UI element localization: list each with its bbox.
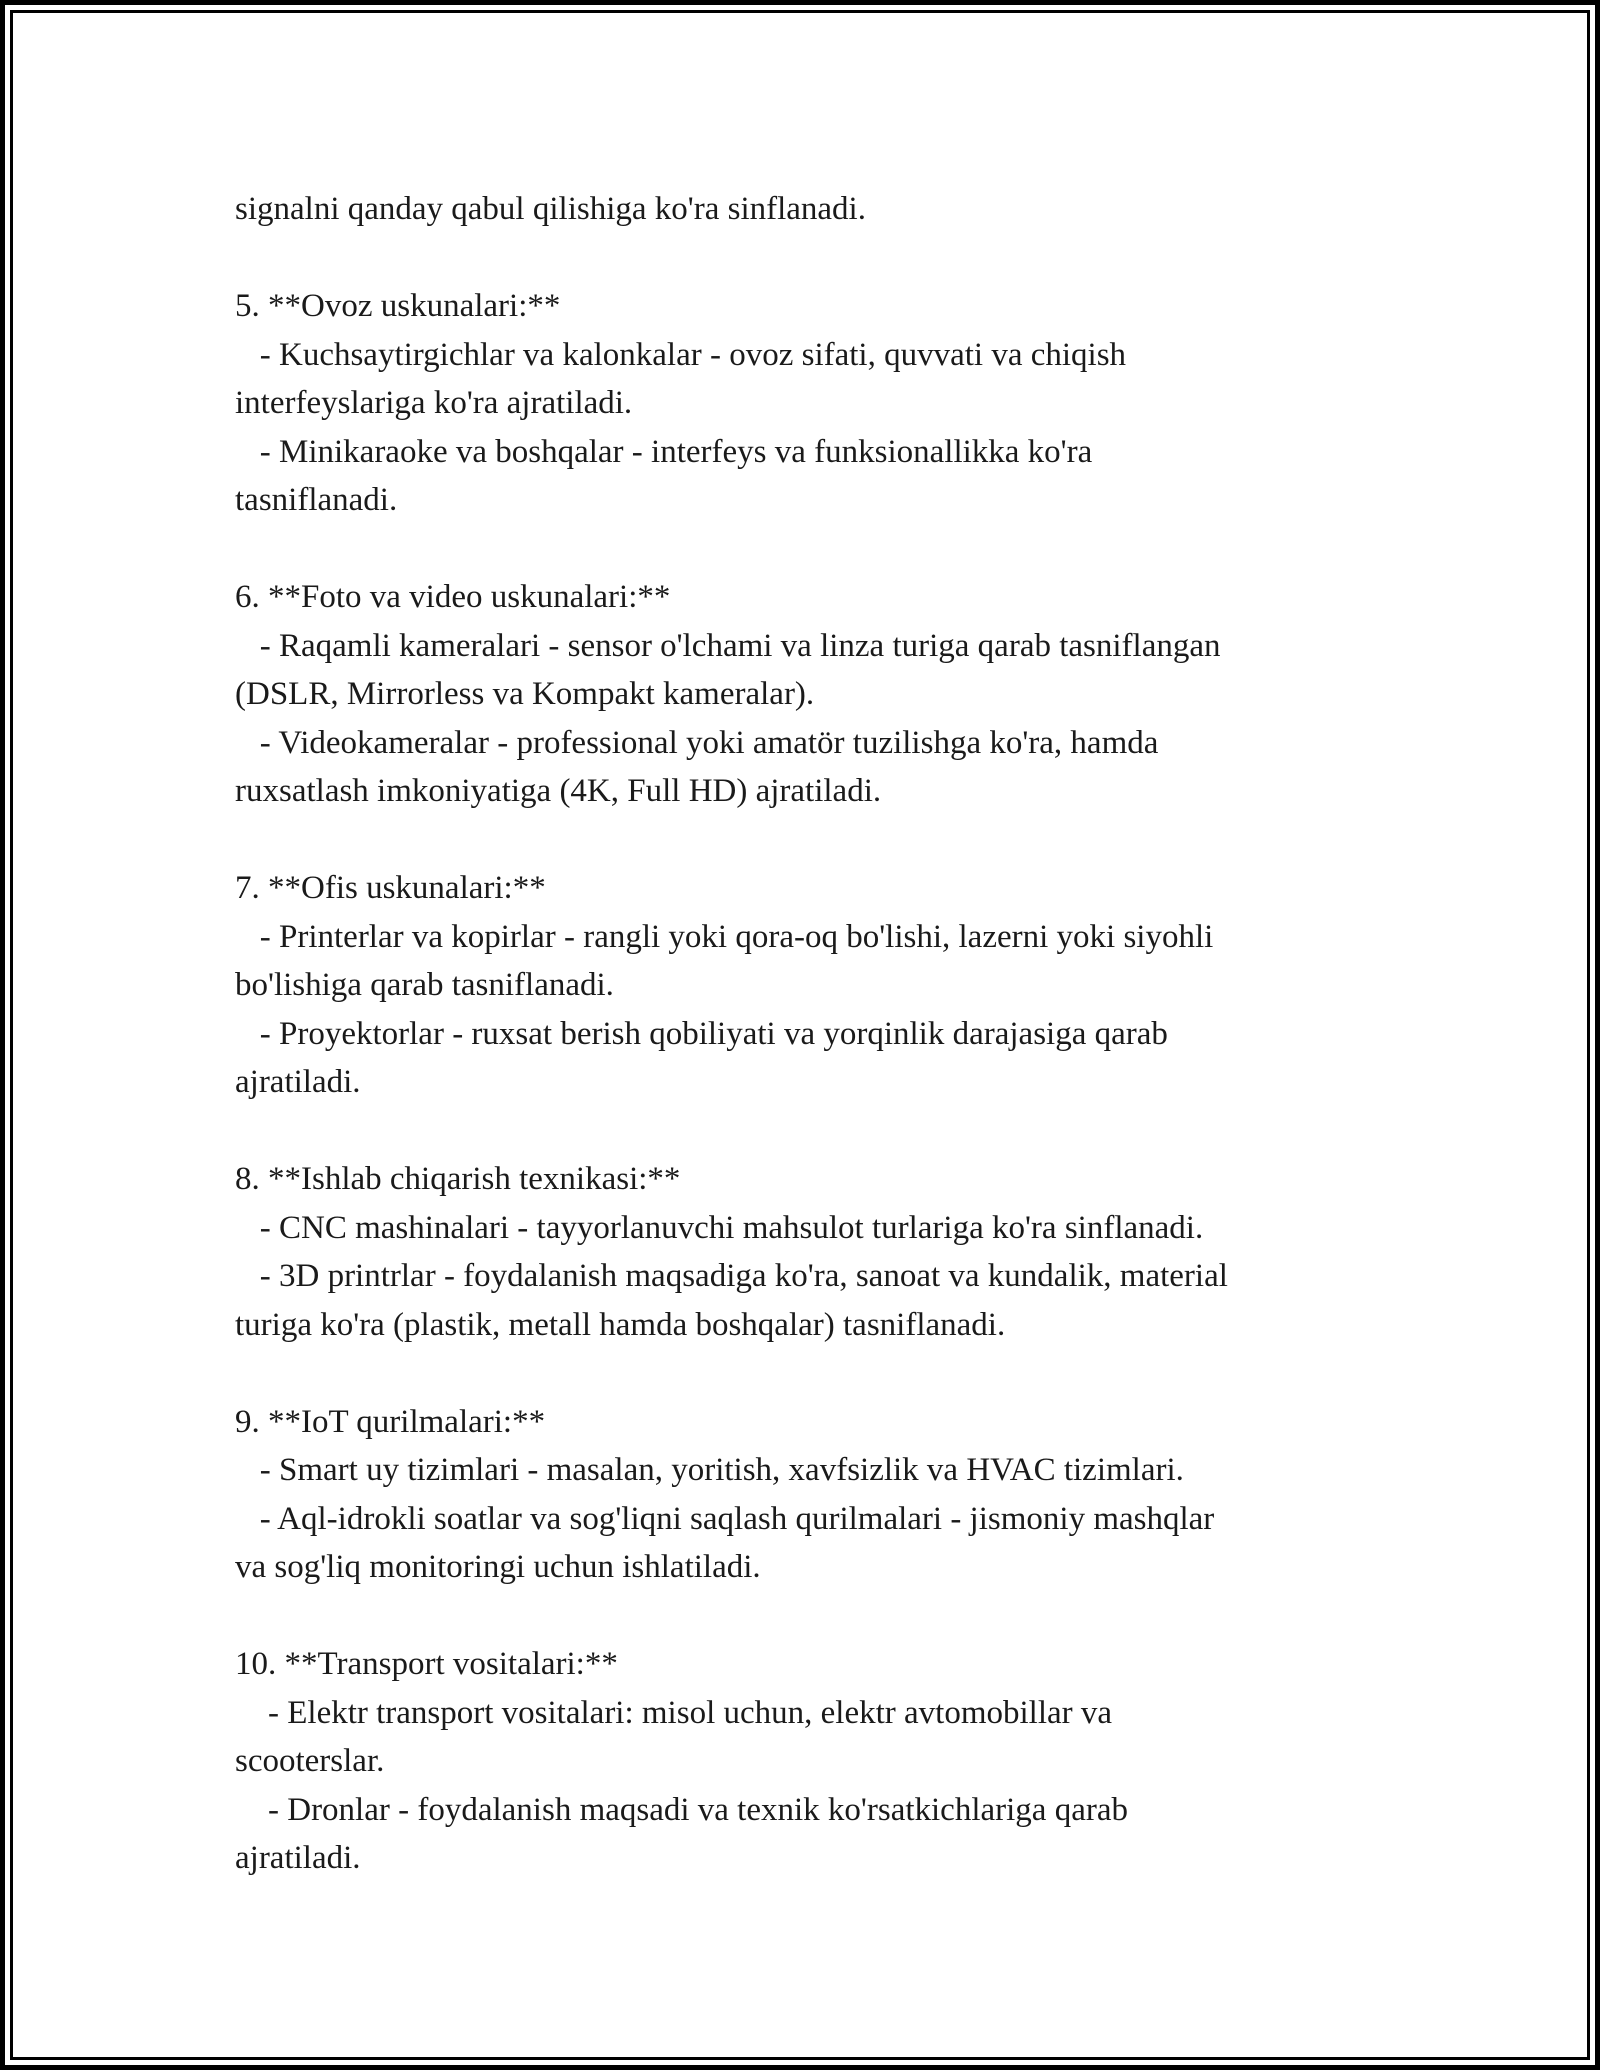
blank-line <box>235 525 1365 574</box>
list-item: - Raqamli kameralari - sensor o'lchami va linza turiga qarab tasniflangan <box>235 627 1221 664</box>
list-item: - Elektr transport vositalari: misol uchun, elektr avtomobillar va <box>235 1694 1113 1731</box>
list-item: - Dronlar - foydalanish maqsadi va texnik ko'rsatkichlariga qarab <box>235 1791 1128 1828</box>
text-line: signalni qanday qabul qilishiga ko'ra sinflanadi. <box>235 191 866 227</box>
list-item: - Aql-idrokli soatlar va sog'liqni saqlash qurilmalari - jismoniy mashqlar <box>235 1500 1215 1537</box>
text-line: scooterslar. <box>235 1743 385 1779</box>
blank-line <box>235 234 1365 283</box>
list-item: - Kuchsaytirgichlar va kalonkalar - ovoz sifati, quvvati va chiqish <box>235 336 1127 373</box>
blank-line <box>235 1349 1365 1398</box>
list-item: - Smart uy tizimlari - masalan, yoritish, xavfsizlik va HVAC tizimlari. <box>235 1452 1184 1488</box>
document-body <box>235 185 1365 1883</box>
text-line: va sog'liq monitoringi uchun ishlatiladi. <box>235 1549 761 1585</box>
text-line: (DSLR, Mirrorless va Kompakt kameralar). <box>235 676 815 712</box>
text-line: tasniflanadi. <box>235 482 398 518</box>
text-line: ajratiladi. <box>235 1064 361 1100</box>
list-item: - CNC mashinalari - tayyorlanuvchi mahsulot turlariga ko'ra sinflanadi. <box>235 1209 1204 1246</box>
section-heading: 7. **Ofis uskunalari:** <box>235 870 546 906</box>
text-line: turiga ko'ra (plastik, metall hamda boshqalar) tasniflanadi. <box>235 1306 1006 1343</box>
section-heading: 6. **Foto va video uskunalari:** <box>235 579 671 615</box>
blank-line <box>235 1107 1365 1156</box>
section-heading: 5. **Ovoz uskunalari:** <box>235 288 561 324</box>
blank-line <box>235 816 1365 865</box>
text-line: bo'lishiga qarab tasniflanadi. <box>235 967 614 1003</box>
text-line: ruxsatlash imkoniyatiga (4K, Full HD) ajratiladi. <box>235 773 882 809</box>
list-item: - Printerlar va kopirlar - rangli yoki qora-oq bo'lishi, lazerni yoki siyohli <box>235 918 1214 955</box>
text-line: ajratiladi. <box>235 1840 361 1876</box>
text-line: interfeyslariga ko'ra ajratiladi. <box>235 385 633 421</box>
section-heading: 8. **Ishlab chiqarish texnikasi:** <box>235 1161 681 1197</box>
section-heading: 9. **IoT qurilmalari:** <box>235 1403 546 1440</box>
list-item: - Videokameralar - professional yoki amatör tuzilishga ko'ra, hamda <box>235 724 1159 761</box>
section-heading: 10. **Transport vositalari:** <box>235 1646 618 1682</box>
blank-line <box>235 1592 1365 1641</box>
list-item: - 3D printrlar - foydalanish maqsadiga ko'ra, sanoat va kundalik, material <box>235 1258 1228 1294</box>
list-item: - Minikaraoke va boshqalar - interfeys va funksionallikka ko'ra <box>235 433 1093 470</box>
list-item: - Proyektorlar - ruxsat berish qobiliyati va yorqinlik darajasiga qarab <box>235 1015 1168 1052</box>
